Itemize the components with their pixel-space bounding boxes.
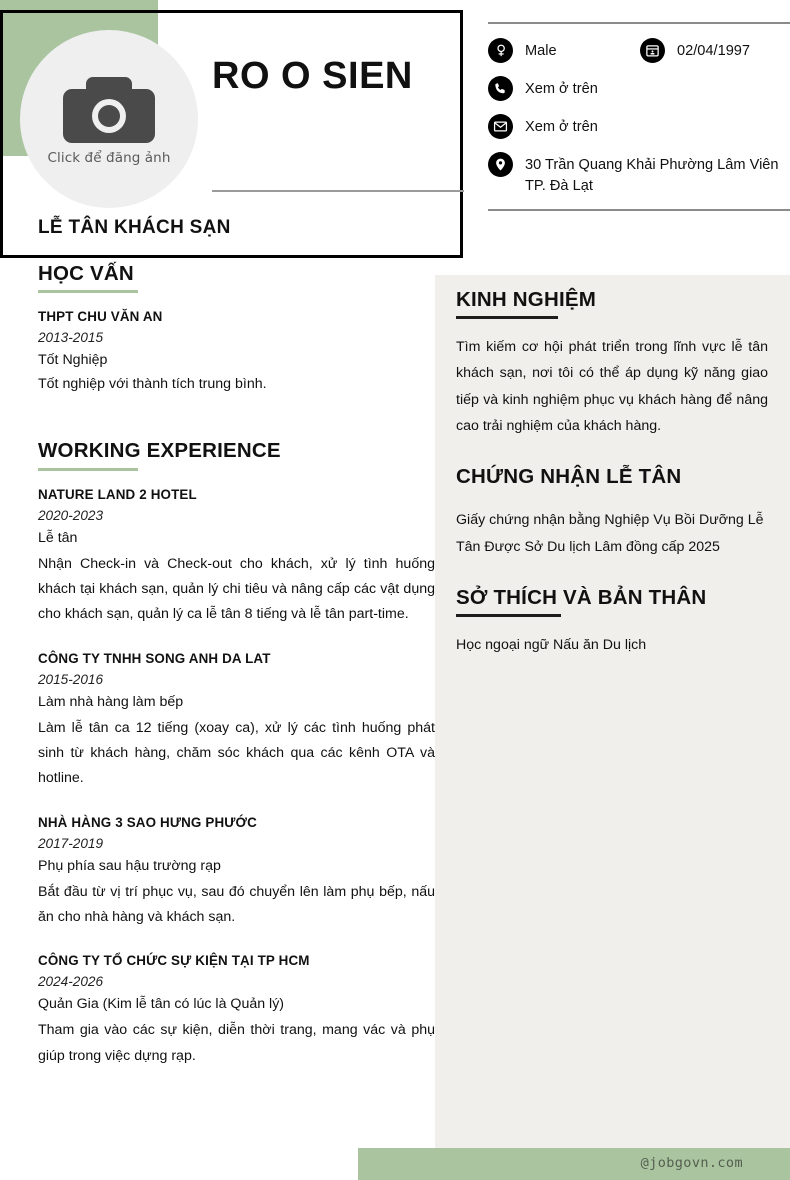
section-certificate [456, 465, 768, 560]
education-entry [38, 307, 435, 396]
section-interests [456, 586, 768, 658]
camera-icon [63, 77, 155, 143]
contact-address-value: 30 Trần Quang Khải Phường Lâm Viên TP. Đà Lạt [525, 157, 779, 194]
experience-date: 2015-2016 [38, 671, 104, 687]
contact-item-gender [488, 38, 640, 63]
section-education [38, 262, 435, 396]
certificate-heading: CHỨNG NHẬN LỄ TÂN [456, 465, 682, 489]
interests-text: Học ngoại ngữ Nấu ăn Du lịch [456, 637, 647, 654]
experience-entry [38, 951, 435, 1069]
experience-date: 2020-2023 [38, 507, 104, 523]
objective-heading-underline [456, 316, 558, 319]
education-heading-underline [38, 290, 138, 293]
objective-heading: KINH NGHIỆM [456, 288, 597, 311]
experience-date: 2024-2026 [38, 974, 104, 990]
gender-icon [488, 38, 513, 63]
education-note: Tốt nghiệp với thành tích trung bình. [38, 376, 267, 393]
contact-email-value: Xem ở trên [525, 119, 598, 135]
experience-company: NHÀ HÀNG 3 SAO HƯNG PHƯỚC [38, 814, 257, 830]
candidate-name: RO O SIEN [212, 55, 413, 97]
footer-watermark-text: @jobgovn.com [640, 1155, 743, 1171]
right-column [456, 288, 768, 684]
section-gap [38, 417, 435, 439]
experience-role: Lễ tân [38, 529, 78, 546]
contact-item-phone [488, 76, 790, 101]
contact-dob-value: 02/04/1997 [677, 43, 751, 59]
experience-company: NATURE LAND 2 HOTEL [38, 486, 197, 502]
photo-upload-caption: Click để đăng ảnh [47, 149, 171, 166]
experience-role: Phụ phía sau hậu trường rạp [38, 857, 221, 874]
experience-description: Tham gia vào các sự kiện, diễn thời trang, mang vác và phụ giúp trong việc dựng rạp. [38, 1022, 435, 1064]
certificate-text: Giấy chứng nhận bằng Nghiệp Vụ Bồi Dưỡng Lễ Tân Được Sở Du lịch Lâm đồng cấp 2025 [456, 512, 764, 555]
experience-heading-underline [38, 468, 138, 471]
contact-item-email [488, 114, 790, 139]
experience-entry [38, 649, 435, 792]
education-degree: Tốt Nghiệp [38, 352, 108, 369]
experience-heading: WORKING EXPERIENCE [38, 439, 281, 463]
experience-company: CÔNG TY TỔ CHỨC SỰ KIỆN TẠI TP HCM [38, 953, 310, 969]
objective-text: Tìm kiếm cơ hội phát triển trong lĩnh vực lễ tân khách sạn, nơi tôi có thể áp dụng kỹ năng giao tiếp và kinh nghiệm phục vụ khách hàng để nâng cao trải nghiệm của khách hàng. [456, 339, 768, 434]
education-heading: HỌC VẤN [38, 262, 134, 285]
calendar-icon [640, 38, 665, 63]
photo-upload-placeholder[interactable] [20, 30, 198, 208]
experience-description: Nhận Check-in và Check-out cho khách, xử lý tình huống khách tại khách sạn, quản lý chi tiêu và nâng cấp các vật dụng cho khách sạn, quản lý ca lễ tân 8 tiếng và lễ tân part-time. [38, 555, 435, 623]
education-school: THPT CHU VĂN AN [38, 309, 163, 325]
contact-row-gender-dob [488, 38, 790, 63]
contact-top-divider [488, 22, 790, 24]
contact-bottom-divider [488, 209, 790, 211]
experience-company: CÔNG TY TNHH SONG ANH DA LAT [38, 650, 271, 666]
job-title: LỄ TÂN KHÁCH SẠN [38, 217, 231, 238]
left-column [0, 262, 435, 1090]
footer-watermark-bar [358, 1148, 790, 1180]
experience-role: Quản Gia (Kim lễ tân có lúc là Quản lý) [38, 996, 285, 1013]
email-icon [488, 114, 513, 139]
name-divider [212, 190, 464, 192]
location-icon [488, 152, 513, 177]
interests-heading: SỞ THÍCH VÀ BẢN THÂN [456, 585, 707, 609]
experience-date: 2017-2019 [38, 835, 104, 851]
interests-heading-underline [456, 614, 561, 617]
contact-phone-value: Xem ở trên [525, 81, 598, 97]
experience-role: Làm nhà hàng làm bếp [38, 693, 184, 710]
section-experience [38, 439, 435, 1069]
contact-gender-value: Male [525, 43, 557, 59]
education-date: 2013-2015 [38, 330, 104, 346]
experience-description: Làm lễ tân ca 12 tiếng (xoay ca), xử lý các tình huống phát sinh từ khách hàng, chăm sóc khách qua các kênh OTA và hotline. [38, 719, 435, 787]
experience-entry [38, 813, 435, 931]
phone-icon [488, 76, 513, 101]
contact-item-address [488, 152, 790, 196]
section-objective [456, 288, 768, 439]
contact-block [488, 22, 790, 211]
contact-item-dob [640, 38, 750, 63]
experience-entry [38, 485, 435, 628]
experience-description: Bắt đầu từ vị trí phục vụ, sau đó chuyển lên làm phụ bếp, nấu ăn cho nhà hàng và khách sạn. [38, 883, 435, 925]
